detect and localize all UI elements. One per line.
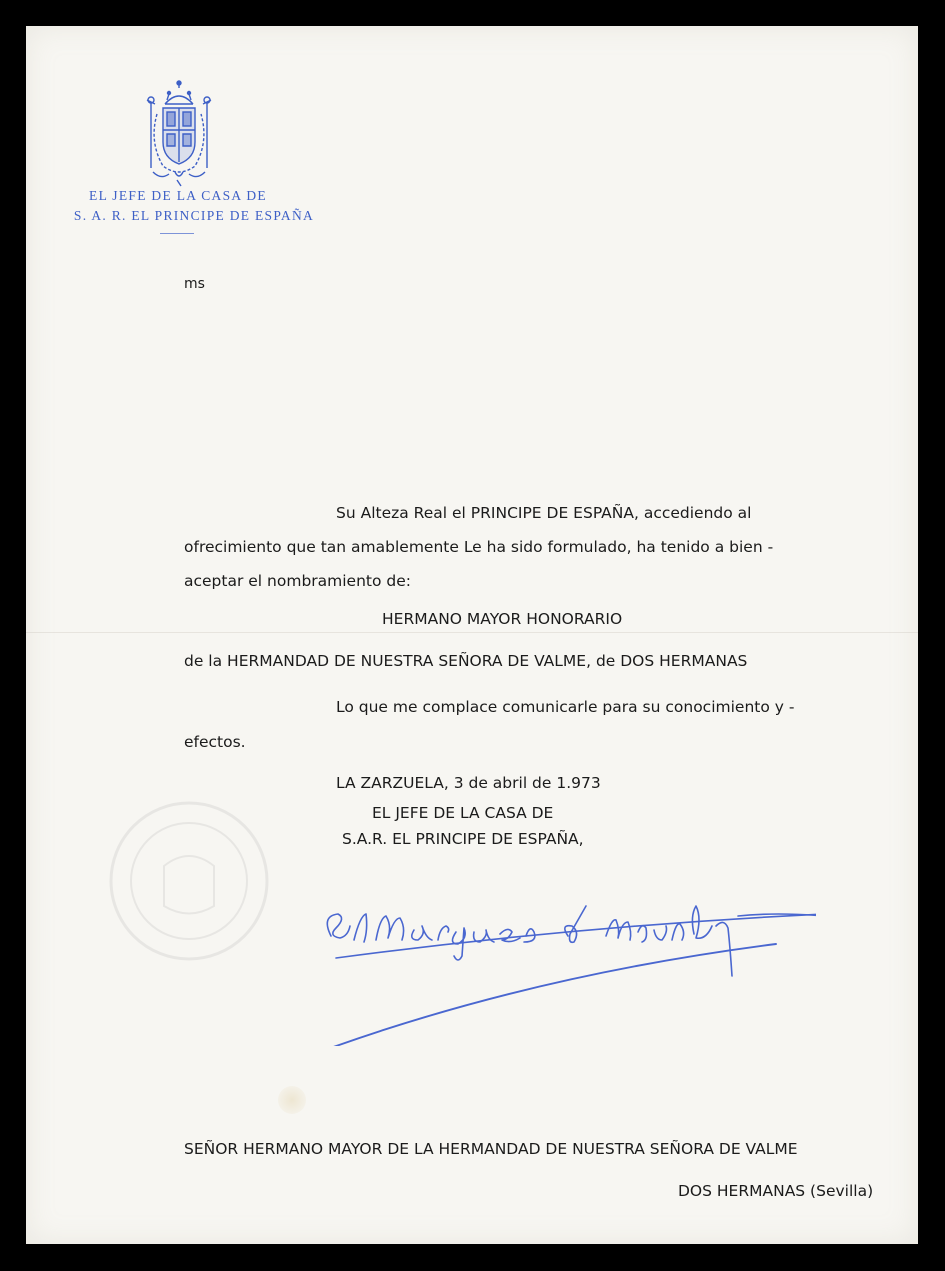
recipient-line-1: SEÑOR HERMANO MAYOR DE LA HERMANDAD DE NUESTRA SEÑORA DE VALME — [184, 1140, 798, 1158]
paper-stain — [278, 1086, 306, 1114]
letterhead-rule — [160, 233, 194, 234]
paragraph-1-line-3: aceptar el nombramiento de: — [184, 572, 412, 590]
paper-fold-line — [26, 632, 918, 633]
letterhead-line-1: EL JEFE DE LA CASA DE — [89, 188, 267, 203]
date-line: LA ZARZUELA, 3 de abril de 1.973 — [336, 774, 601, 792]
recipient-line-2: DOS HERMANAS (Sevilla) — [678, 1182, 874, 1200]
paragraph-1-line-1: Su Alteza Real el PRINCIPE DE ESPAÑA, accediendo al — [336, 504, 752, 522]
signer-title-line-2: S.A.R. EL PRINCIPE DE ESPAÑA, — [342, 830, 584, 848]
embossed-seal-icon — [104, 796, 274, 966]
paragraph-2-line-2: efectos. — [184, 733, 246, 751]
letterhead-line-2: S. A. R. EL PRINCIPE DE ESPAÑA — [73, 208, 315, 223]
signer-title-line-1: EL JEFE DE LA CASA DE — [372, 804, 554, 822]
paragraph-1-line-2: ofrecimiento que tan amablemente Le ha sido formulado, ha tenido a bien - — [184, 538, 774, 556]
handwritten-signature — [276, 856, 816, 1046]
letter-sheet — [26, 26, 918, 1244]
reference-initials: ms — [184, 276, 205, 292]
paragraph-2-line-1: Lo que me complace comunicarle para su conocimiento y - — [336, 698, 795, 716]
appointment-title: HERMANO MAYOR HONORARIO — [382, 610, 623, 628]
organization-line: de la HERMANDAD DE NUESTRA SEÑORA DE VALME, de DOS HERMANAS — [184, 652, 748, 670]
royal-coat-of-arms-icon — [139, 80, 219, 192]
